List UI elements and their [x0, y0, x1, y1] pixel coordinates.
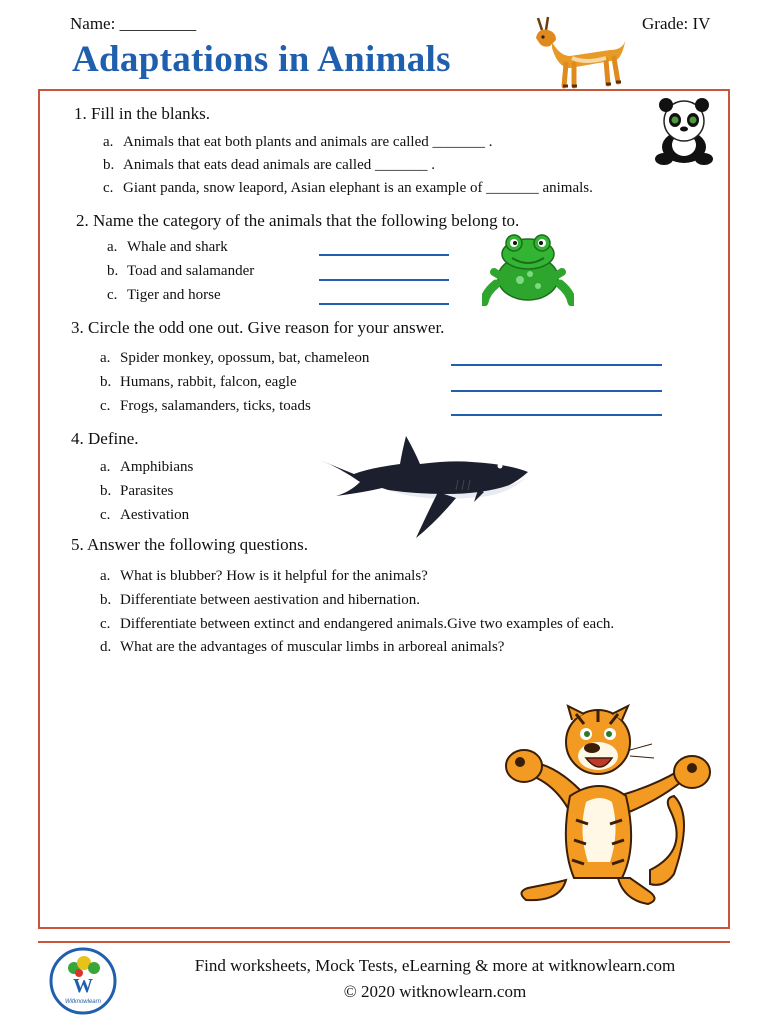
question-1-heading: 1. Fill in the blanks. — [74, 104, 210, 123]
footer-promo-text: Find worksheets, Mock Tests, eLearning & more at witknowlearn.com — [194, 956, 676, 975]
tiger-illustration — [500, 700, 720, 920]
question-1-item-a: a. Animals that eat both plants and animals are called _______ . — [103, 134, 493, 150]
question-3-item-a: a. Spider monkey, opossum, bat, chameleon — [100, 350, 370, 366]
grade-label: Grade: IV — [642, 14, 711, 33]
witknowlearn-logo — [48, 946, 118, 1016]
answer-line[interactable] — [319, 303, 449, 305]
answer-line[interactable] — [319, 254, 449, 256]
question-5-item-a: a. What is blubber? How is it helpful for the animals? — [100, 568, 428, 584]
name-field-label: Name: _________ — [70, 14, 197, 33]
deer-illustration — [528, 8, 628, 90]
question-5-heading: 5. Answer the following questions. — [71, 535, 309, 554]
footer-copyright: © 2020 witknowlearn.com — [343, 982, 527, 1001]
question-1-item-b: b. Animals that eats dead animals are called _______ . — [103, 157, 435, 173]
question-5-item-d: d. What are the advantages of muscular limbs in arboreal animals? — [100, 639, 505, 655]
question-4-heading: 4. Define. — [71, 429, 139, 448]
question-1-item-c: c. Giant panda, snow leapord, Asian elephant is an example of _______ animals. — [103, 180, 593, 196]
question-2-heading: 2. Name the category of the animals that the following belong to. — [76, 211, 520, 230]
question-5-item-b: b. Differentiate between aestivation and hibernation. — [100, 592, 421, 608]
question-5-item-c: c. Differentiate between extinct and endangered animals.Give two examples of each. — [100, 616, 615, 632]
question-2-item-a: a. Whale and shark — [107, 239, 228, 255]
question-3-item-c: c. Frogs, salamanders, ticks, toads — [100, 398, 311, 414]
question-3-heading: 3. Circle the odd one out. Give reason for your answer. — [71, 318, 445, 337]
svg-text:W: W — [73, 975, 93, 997]
question-4-item-b: b. Parasites — [100, 483, 174, 499]
answer-line[interactable] — [451, 390, 662, 392]
footer-divider — [38, 941, 730, 943]
panda-illustration — [652, 97, 716, 165]
answer-line[interactable] — [319, 279, 449, 281]
question-2-item-c: c. Tiger and horse — [107, 287, 221, 303]
svg-text:Witknowlearn: Witknowlearn — [65, 999, 101, 1005]
shark-illustration — [318, 434, 530, 540]
answer-line[interactable] — [451, 364, 662, 366]
frog-illustration — [482, 234, 574, 306]
question-4-item-c: c. Aestivation — [100, 507, 190, 523]
page-title: Adaptations in Animals — [72, 39, 451, 80]
question-4-item-a: a. Amphibians — [100, 459, 194, 475]
answer-line[interactable] — [451, 414, 662, 416]
question-2-item-b: b. Toad and salamander — [107, 263, 255, 279]
question-3-item-b: b. Humans, rabbit, falcon, eagle — [100, 374, 297, 390]
